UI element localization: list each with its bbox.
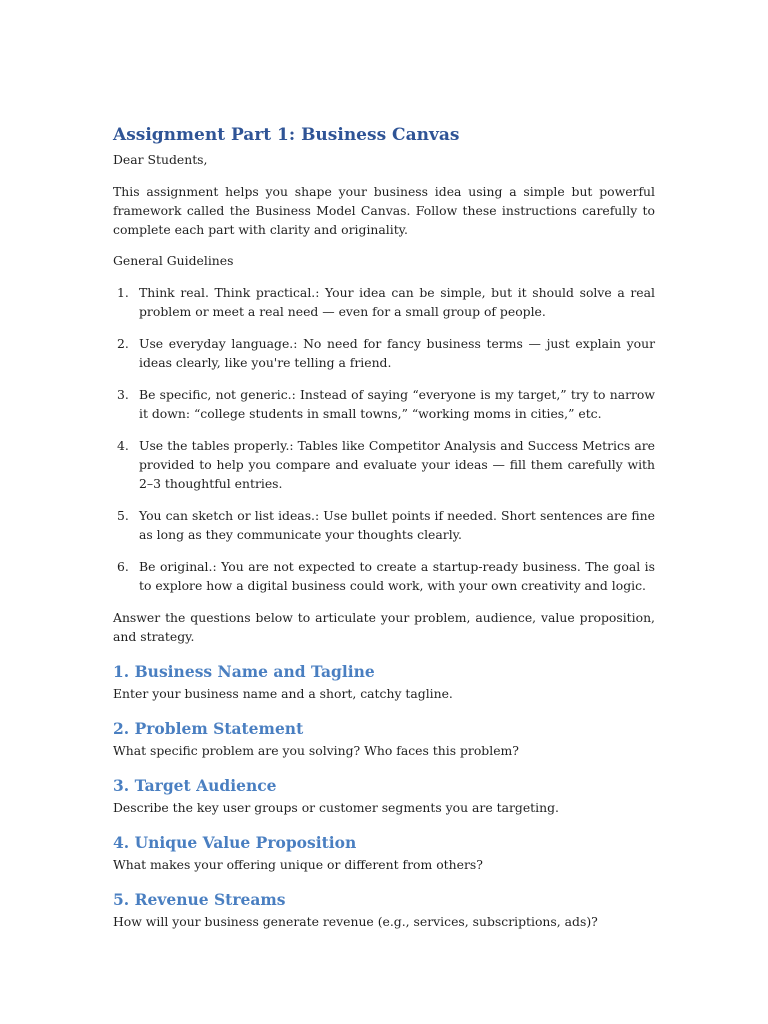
guideline-text: Be original.: You are not expected to create a startup-ready business. The goal is to explore how a digital business could work, with your own creativity and logic. <box>139 559 655 593</box>
guideline-item <box>117 557 655 595</box>
guideline-number: 1. <box>117 285 129 300</box>
guideline-number: 6. <box>117 559 129 574</box>
section-revenue-streams <box>113 889 655 931</box>
guideline-item <box>117 334 655 372</box>
guideline-text: Think real. Think practical.: Your idea can be simple, but it should solve a real problem or meet a real need — even for a small group of people. <box>139 285 655 319</box>
section-heading: 1. Business Name and Tagline <box>113 662 375 681</box>
guideline-item <box>117 385 655 423</box>
guideline-item <box>117 436 655 493</box>
guideline-number: 2. <box>117 336 129 351</box>
section-heading: 4. Unique Value Proposition <box>113 833 357 852</box>
section-heading: 2. Problem Statement <box>113 719 304 738</box>
guideline-number: 3. <box>117 387 129 402</box>
guideline-text: You can sketch or list ideas.: Use bullet points if needed. Short sentences are fine as long as they communicate your thoughts clearly. <box>139 508 655 542</box>
document-title: Assignment Part 1: Business Canvas <box>113 125 460 145</box>
section-prompt: What specific problem are you solving? Who faces this problem? <box>113 743 519 758</box>
section-prompt: Describe the key user groups or customer segments you are targeting. <box>113 800 559 815</box>
section-prompt: Enter your business name and a short, catchy tagline. <box>113 686 453 701</box>
section-heading: 3. Target Audience <box>113 776 277 795</box>
guidelines-list <box>113 283 655 595</box>
guideline-number: 4. <box>117 438 129 453</box>
section-target-audience <box>113 775 655 817</box>
guideline-text: Use everyday language.: No need for fancy business terms — just explain your ideas clearly, like you're telling a friend. <box>139 336 655 370</box>
guideline-text: Be specific, not generic.: Instead of saying “everyone is my target,” try to narrow it down: “college students in small towns,” “working moms in cities,” etc. <box>139 387 655 421</box>
guideline-number: 5. <box>117 508 129 523</box>
guideline-item <box>117 283 655 321</box>
guideline-item <box>117 506 655 544</box>
guidelines-label: General Guidelines <box>113 253 234 268</box>
section-heading: 5. Revenue Streams <box>113 890 286 909</box>
section-prompt: What makes your offering unique or different from others? <box>113 857 483 872</box>
section-business-name <box>113 661 655 703</box>
answer-intro: Answer the questions below to articulate your problem, audience, value proposition, and strategy. <box>113 610 655 644</box>
intro-paragraph: This assignment helps you shape your business idea using a simple but powerful framework called the Business Model Canvas. Follow these instructions carefully to complete each part with clarity and originality. <box>113 184 655 237</box>
section-problem-statement <box>113 718 655 760</box>
section-value-proposition <box>113 832 655 874</box>
guideline-text: Use the tables properly.: Tables like Competitor Analysis and Success Metrics are provided to help you compare and evaluate your ideas — fill them carefully with 2–3 thoughtful entries. <box>139 438 655 491</box>
greeting: Dear Students, <box>113 152 208 167</box>
section-prompt: How will your business generate revenue (e.g., services, subscriptions, ads)? <box>113 914 598 929</box>
